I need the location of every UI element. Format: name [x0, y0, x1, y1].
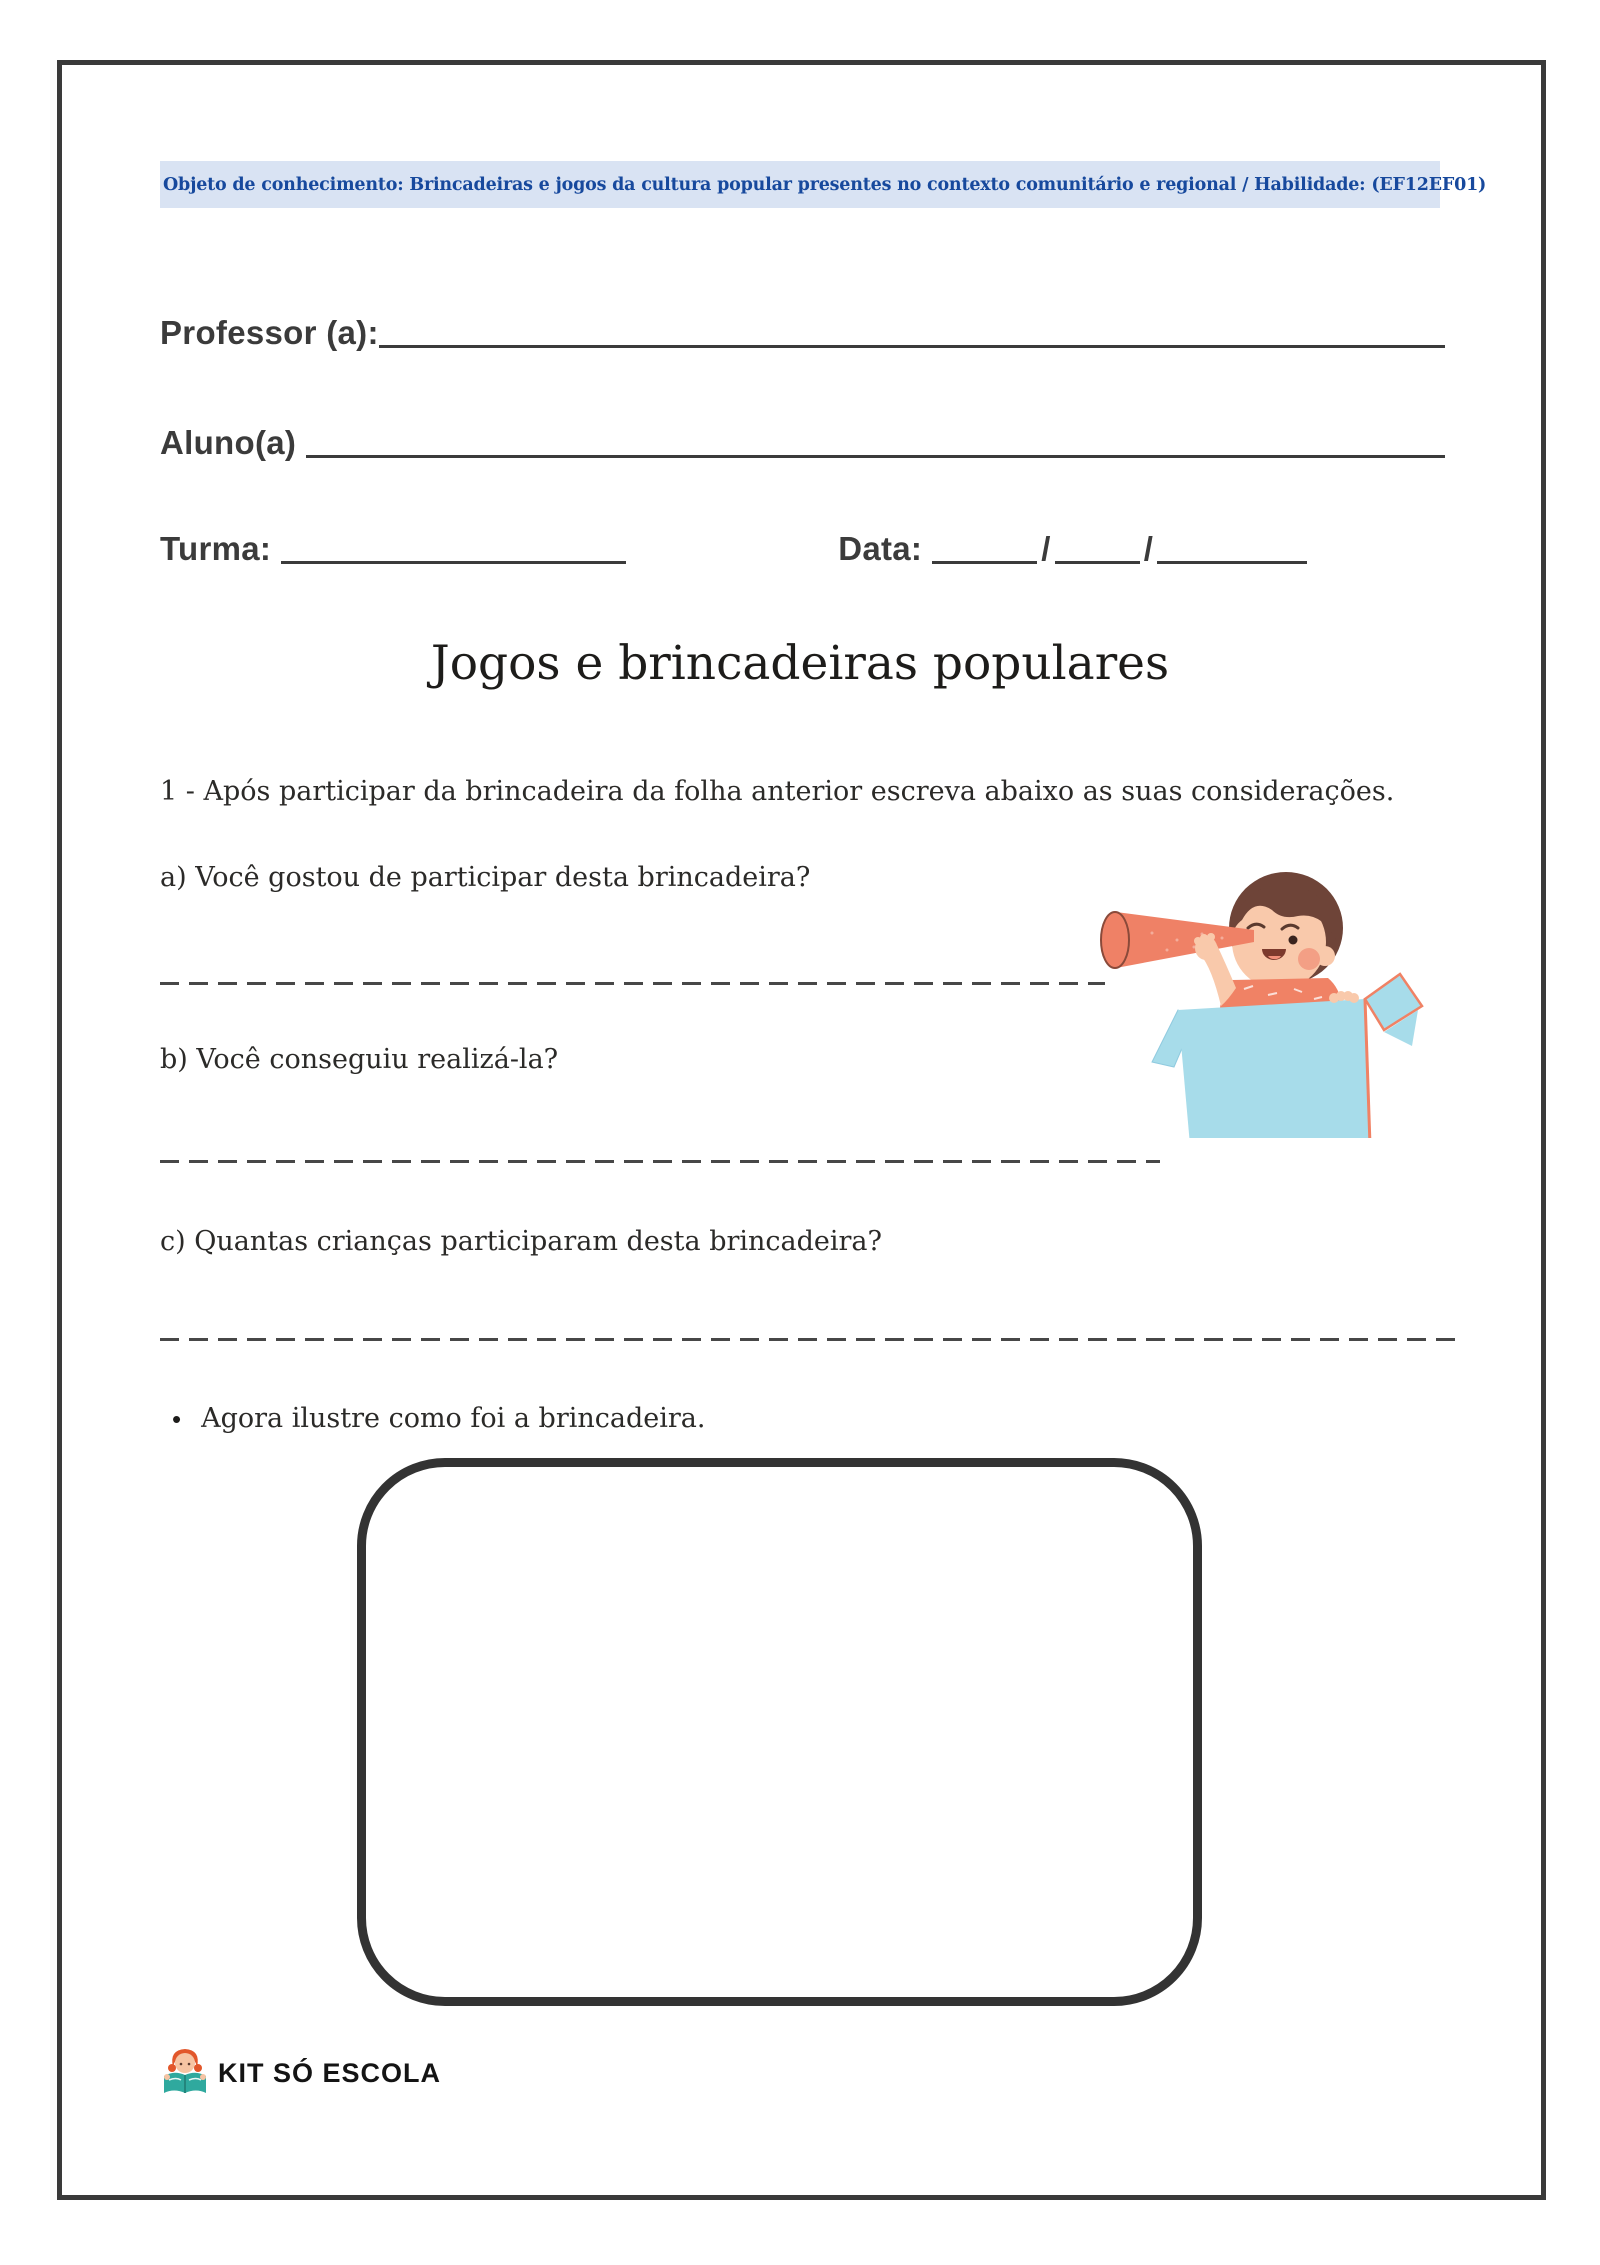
professor-blank-line — [379, 312, 1445, 348]
date-day-blank — [932, 528, 1037, 564]
drawing-area-box — [357, 1458, 1202, 2006]
illustrate-instruction-text: Agora ilustre como foi a brincadeira. — [201, 1403, 706, 1434]
turma-data-field-row — [160, 528, 1445, 568]
aluno-blank-line — [306, 422, 1445, 458]
child-in-box-with-megaphone-illustration — [1082, 848, 1427, 1138]
aluno-field-row — [160, 422, 1445, 462]
skill-banner — [160, 161, 1487, 208]
answer-line-b — [160, 1160, 1160, 1163]
date-month-blank — [1055, 528, 1140, 564]
date-slash-1: / — [1041, 530, 1051, 567]
date-year-blank — [1157, 528, 1307, 564]
page-title: Jogos e brincadeiras populares — [430, 636, 1170, 691]
box-front — [1178, 999, 1369, 1138]
megaphone-opening — [1101, 912, 1129, 968]
data-label: Data: — [838, 530, 923, 567]
brand-name: KIT SÓ ESCOLA — [218, 2057, 442, 2088]
question-intro: 1 - Após participar da brincadeira da folha anterior escreva abaixo as suas considerações. — [160, 776, 1395, 807]
brand-footer — [158, 2046, 441, 2100]
illustrate-instruction-row — [172, 1400, 705, 1438]
eye-right — [1289, 936, 1298, 945]
question-a: a) Você gostou de participar desta brincadeira? — [160, 862, 811, 893]
turma-label: Turma: — [160, 530, 272, 567]
professor-field-row — [160, 312, 1445, 352]
date-slash-2: / — [1143, 530, 1154, 567]
aluno-label: Aluno(a) — [160, 424, 297, 461]
question-b: b) Você conseguiu realizá-la? — [160, 1044, 559, 1075]
skill-banner-text: Objeto de conhecimento: Brincadeiras e jogos da cultura popular presentes no contexto comunitário e regional / Habilidade: (EF12EF01) — [163, 174, 1487, 195]
blush-cheek — [1298, 948, 1320, 970]
question-c: c) Quantas crianças participaram desta brincadeira? — [160, 1226, 882, 1257]
turma-blank-line — [281, 528, 626, 564]
answer-line-c — [160, 1338, 1460, 1341]
bullet-icon: • — [172, 1404, 182, 1434]
child-reading-book-icon — [158, 2046, 212, 2100]
answer-line-a — [160, 982, 1105, 985]
professor-label: Professor (a): — [160, 314, 379, 351]
